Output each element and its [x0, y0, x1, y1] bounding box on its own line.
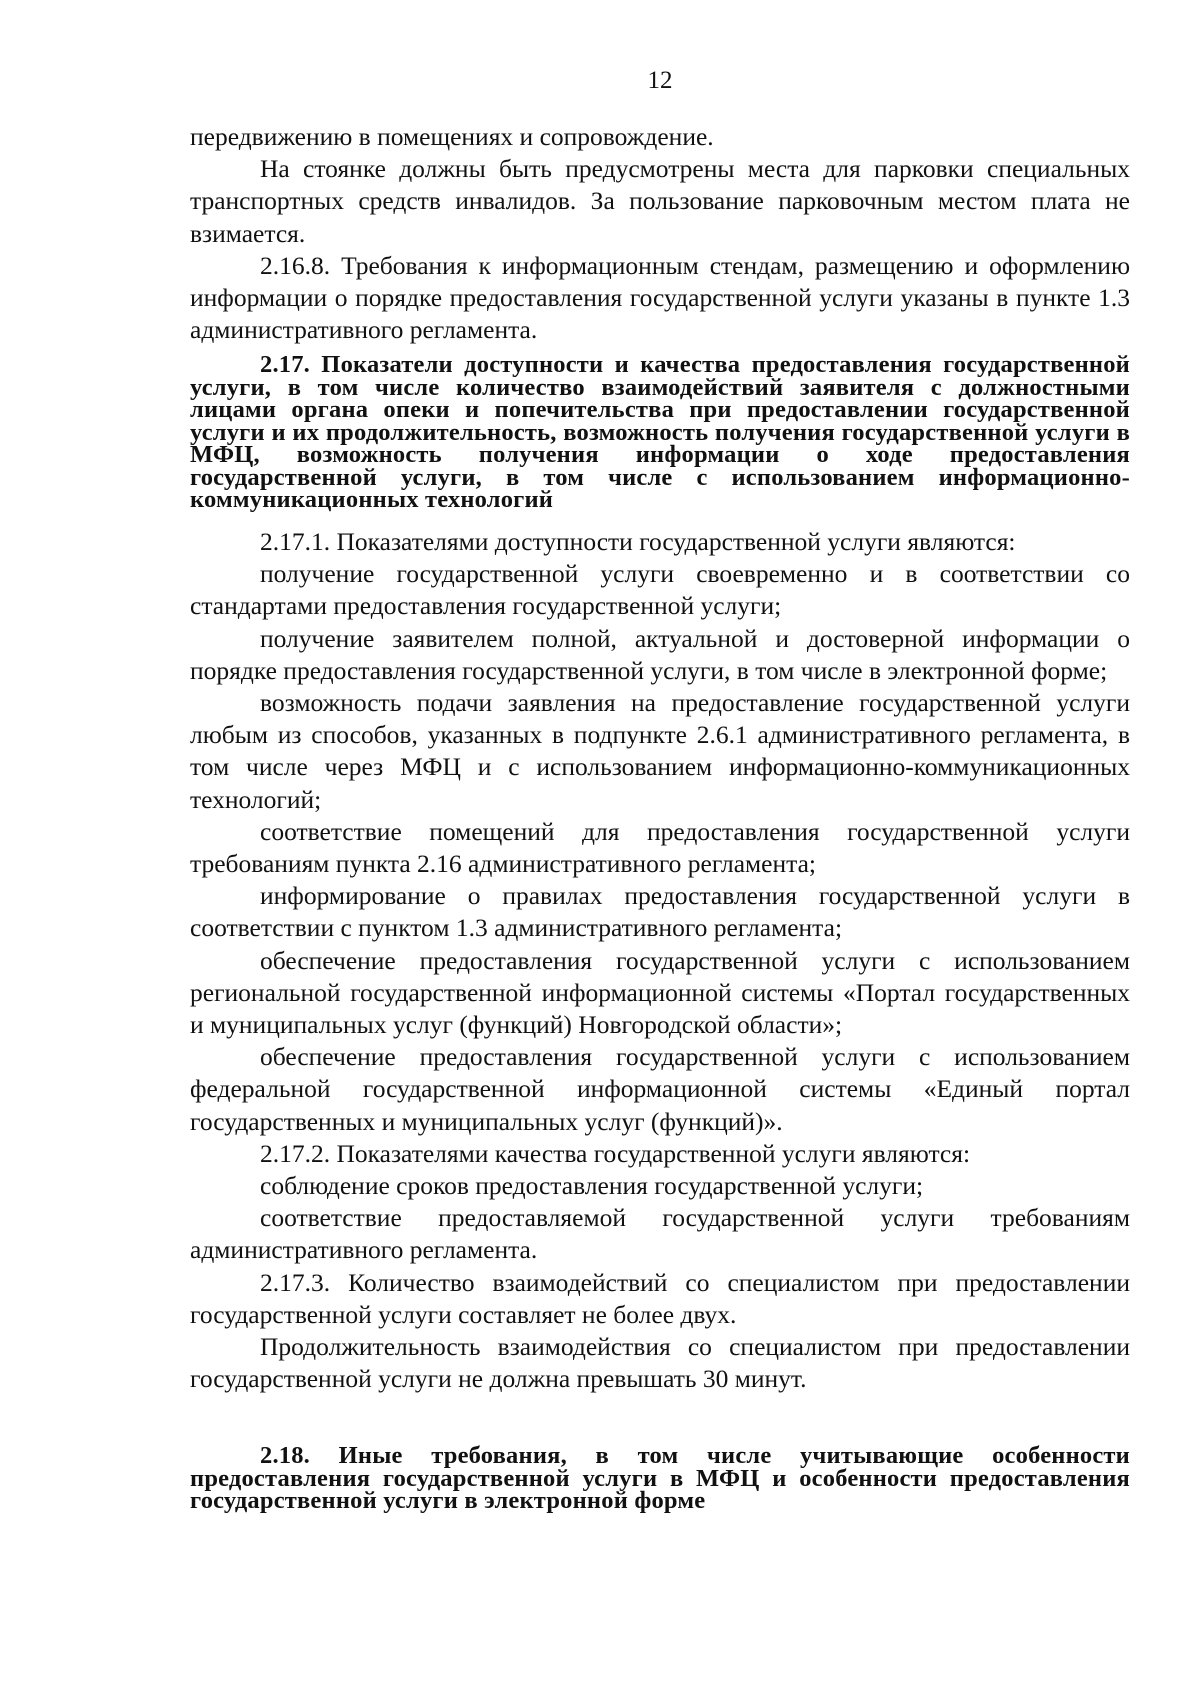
paragraph-interaction-duration: Продолжительность взаимодействия со специалистом при предоставлении государственной услуги не должна превышать 30 минут.: [190, 1332, 1130, 1394]
section-heading-2-17: 2.17. Показатели доступности и качества предоставления государственной услуги, в том числе количество взаимодействий заявителя с должностными лицами органа опеки и попечительства при предоставлении государственной услуги и их продолжительность, возможность получения государственной услуги в МФЦ, возможность получения информации о ходе предоставления государственной услуги, в том числе с использованием информационно-коммуникационных технологий: [190, 351, 1130, 514]
document-page: [190, 66, 1130, 1527]
list-item-full-information: получение заявителем полной, актуальной и достоверной информации о порядке предоставления государственной услуги, в том числе в электронной форме;: [190, 623, 1130, 685]
paragraph-parking: На стоянке должны быть предусмотрены места для парковки специальных транспортных средств инвалидов. За пользование парковочным местом плата не взимается.: [190, 154, 1130, 248]
list-item-informing-rules: информирование о правилах предоставления государственной услуги в соответствии с пунктом 1.3 административного регламента;: [190, 881, 1130, 943]
list-item-timely-service: получение государственной услуги своевременно и в соответствии со стандартами предоставления государственной услуги;: [190, 559, 1130, 621]
paragraph-continuation: передвижению в помещениях и сопровождение.: [190, 122, 714, 151]
list-item-federal-portal: обеспечение предоставления государственной услуги с использованием федеральной государственной информационной системы «Единый портал государственных и муниципальных услуг (функций)».: [190, 1042, 1130, 1136]
section-heading-2-18: 2.18. Иные требования, в том числе учитывающие особенности предоставления государственной услуги в МФЦ и особенности предоставления государственной услуги в электронной форме: [190, 1442, 1130, 1515]
list-item-regulation-compliance: соответствие предоставляемой государственной услуги требованиям административного регламента.: [190, 1203, 1130, 1265]
list-item-application-methods: возможность подачи заявления на предоставление государственной услуги любым из способов, указанных в подпункте 2.6.1 административного регламента, в том числе через МФЦ и с использованием информационно-коммуникационных технологий;: [190, 687, 1130, 814]
list-item-regional-portal: обеспечение предоставления государственной услуги с использованием региональной государственной информационной системы «Портал государственных и муниципальных услуг (функций) Новгородской области»;: [190, 945, 1130, 1039]
paragraph-2-17-1: 2.17.1. Показателями доступности государственной услуги являются:: [260, 526, 1016, 556]
paragraph-2-16-8: 2.16.8. Требования к информационным стендам, размещению и оформлению информации о порядке предоставления государственной услуги указаны в пункте 1.3 административного регламента.: [190, 250, 1130, 345]
paragraph-2-17-2: 2.17.2. Показателями качества государственной услуги являются:: [260, 1138, 971, 1168]
paragraph-2-17-3: 2.17.3. Количество взаимодействий со специалистом при предоставлении государственной услуги составляет не более двух.: [190, 1267, 1130, 1329]
list-item-deadlines: соблюдение сроков предоставления государственной услуги;: [260, 1170, 924, 1200]
page-number: 12: [647, 67, 673, 94]
list-item-premises-compliance: соответствие помещений для предоставления государственной услуги требованиям пункта 2.16 административного регламента;: [190, 816, 1130, 878]
